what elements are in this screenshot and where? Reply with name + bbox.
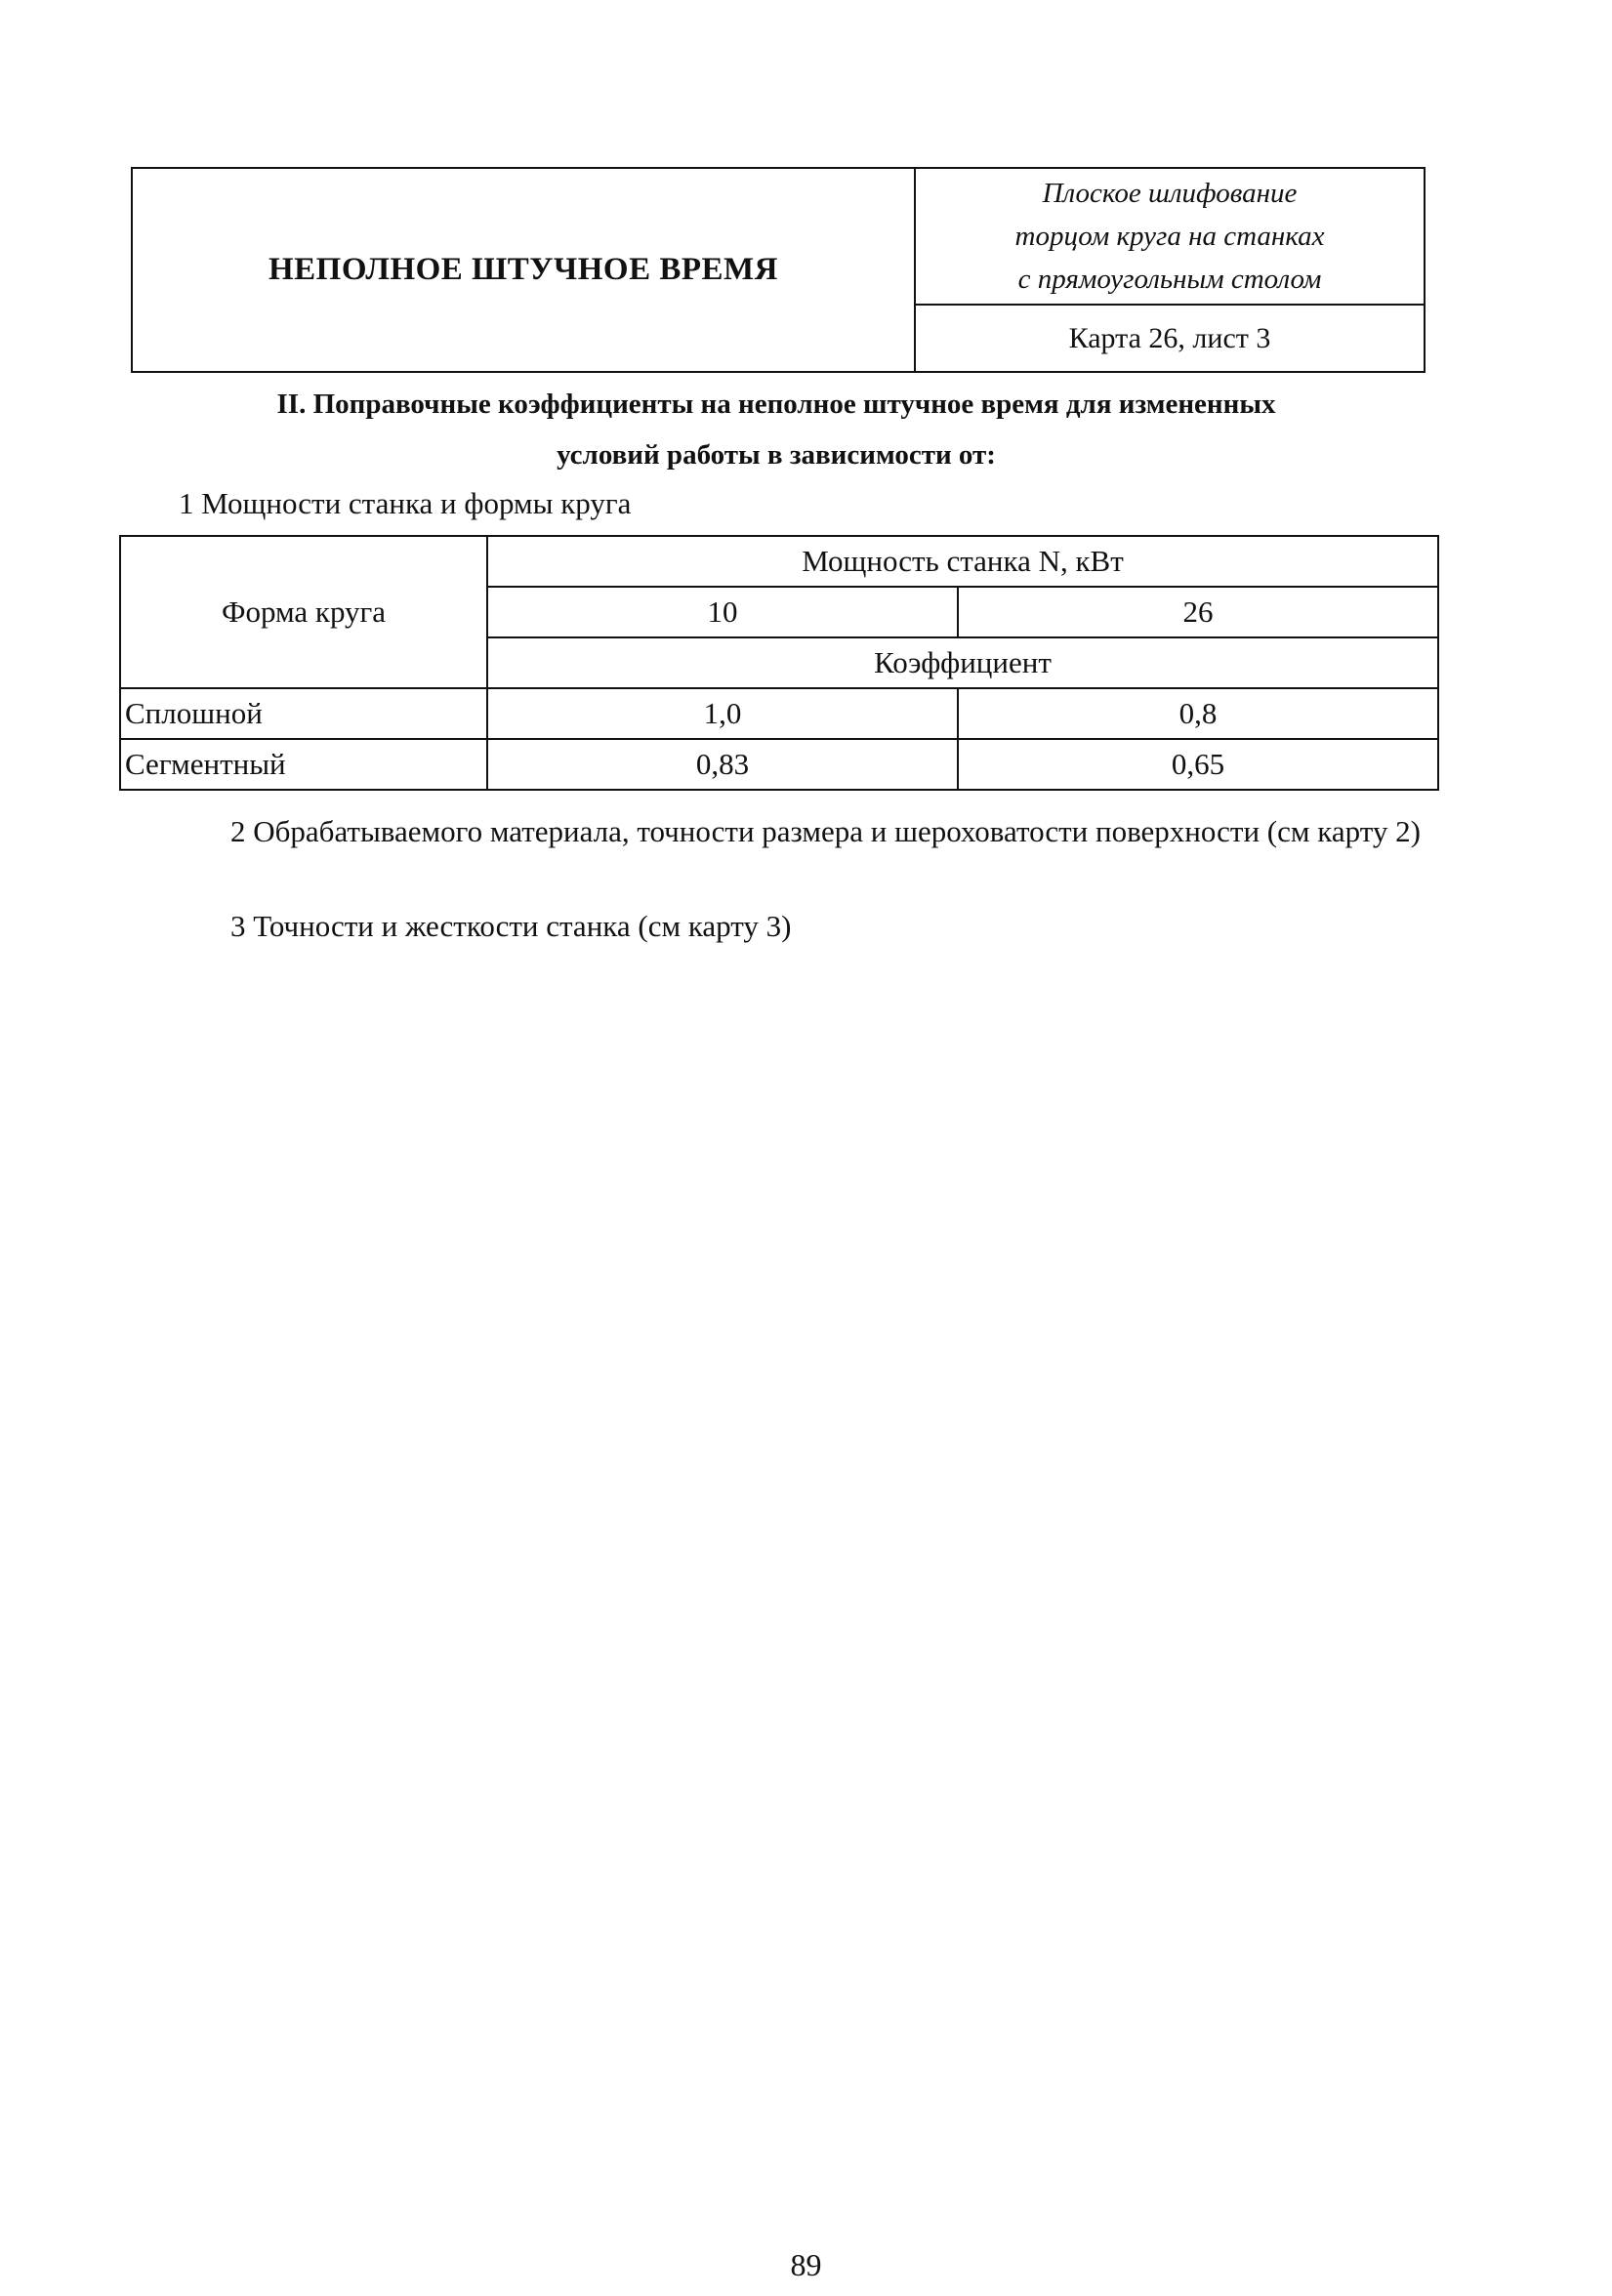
section-heading-line: II. Поправочные коэффициенты на неполное штучное время для измененных [276, 389, 1276, 420]
coefficient-cell: 1,0 [487, 688, 958, 739]
shape-cell: Сплошной [120, 688, 487, 739]
section-heading [146, 379, 1406, 480]
operation-line: с прямоугольным столом [1017, 264, 1322, 295]
section-heading-line: условий работы в зависимости от: [557, 439, 996, 471]
list-item-3: 3 Точности и жесткости станка (см карту 3) [230, 909, 792, 943]
power-value-cell: 10 [487, 587, 958, 637]
operation-line: торцом круга на станках [1014, 221, 1325, 252]
operation-line: Плоское шлифование [1042, 178, 1298, 209]
table-row [120, 739, 1438, 790]
coefficient-cell: 0,8 [958, 688, 1438, 739]
coefficient-cell: 0,65 [958, 739, 1438, 790]
coefficient-header-cell: Коэффициент [487, 637, 1438, 688]
power-value-cell: 26 [958, 587, 1438, 637]
table-row [120, 536, 1438, 587]
coefficient-table [119, 535, 1439, 791]
card-reference: Карта 26, лист 3 [915, 305, 1425, 372]
coefficient-cell: 0,83 [487, 739, 958, 790]
page-number: 89 [790, 2247, 822, 2282]
list-item-2: 2 Обрабатываемого материала, точности размера и шероховатости поверхности (см карту 2) [230, 814, 1421, 848]
document-title: НЕПОЛНОЕ ШТУЧНОЕ ВРЕМЯ [132, 168, 915, 372]
list-item-1: 1 Мощности станка и формы круга [179, 486, 632, 520]
header-block [131, 167, 1426, 373]
row-header-cell: Форма круга [120, 536, 487, 688]
operation-description [915, 168, 1425, 305]
table-row [120, 688, 1438, 739]
power-header-cell: Мощность станка N, кВт [487, 536, 1438, 587]
shape-cell: Сегментный [120, 739, 487, 790]
